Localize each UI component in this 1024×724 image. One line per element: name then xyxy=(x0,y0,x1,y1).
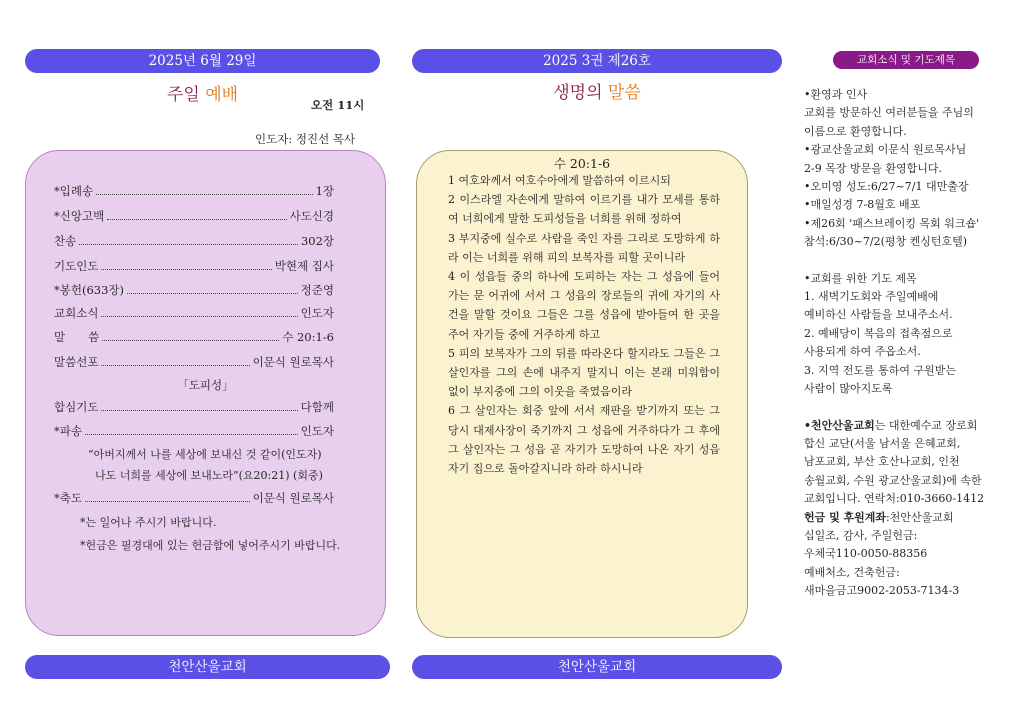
news-line: •광교산울교회 이문식 원로목사님 xyxy=(804,143,967,157)
account-line xyxy=(804,509,1016,527)
church-name-bold: •천안산울교회 xyxy=(804,418,875,432)
service-leader: 인도자: 정진선 목사 xyxy=(255,132,356,146)
order-item-value: 정준영 xyxy=(300,283,334,297)
order-item-value: 박현제 집사 xyxy=(274,259,334,273)
news-line: •제26회 '패스브레이킹 목회 워크숍' xyxy=(804,216,980,230)
worship-order-item xyxy=(54,490,334,506)
standing-note: *는 일어나 주시기 바랍니다. xyxy=(80,516,217,529)
order-item-value: 이문식 원로목사 xyxy=(252,491,334,505)
order-item-value: 1장 xyxy=(315,184,334,198)
about-line: 송월교회, 수원 광교산울교회)에 속한 xyxy=(804,473,982,487)
verse: 5 피의 보복자가 그의 뒤를 따라온다 할지라도 그들은 그 살인자를 그의 손에 내주지 말지니 이는 본래 미워함이 없이 부지중에 그의 이웃을 죽였음이라 xyxy=(448,346,720,399)
prayer-line: 1. 새벽기도회와 주일예배에 xyxy=(804,290,939,304)
account-line: 십일조, 감사, 주일헌금: xyxy=(804,528,918,542)
middle-footer-church: 천안산울교회 xyxy=(412,655,782,679)
order-item-value: 다함께 xyxy=(300,400,334,414)
about-line: 교회입니다. 연락처:010-3660-1412 xyxy=(804,492,985,506)
order-item-name: 말 씀 xyxy=(54,330,100,344)
order-item-name: 말씀선포 xyxy=(54,355,99,369)
worship-order-item xyxy=(54,208,334,224)
verse: 3 부지중에 실수로 사람을 죽인 자를 그리로 도망하게 하라 이는 너희를 위해 피의 보복자를 피할 곳이니라 xyxy=(448,231,720,264)
prayer-line: 2. 예배당이 복음의 접촉점으로 xyxy=(804,326,953,340)
worship-order-item xyxy=(54,399,334,415)
order-item-name: *입례송 xyxy=(54,184,94,198)
account-line: 예배처소, 건축헌금: xyxy=(804,565,900,579)
order-item-value: 302장 xyxy=(300,234,334,248)
order-item-name: *봉헌(633장) xyxy=(54,283,124,297)
order-item-value: 이문식 원로목사 xyxy=(252,355,334,369)
order-item-value: 인도자 xyxy=(300,424,334,438)
order-item-name: *축도 xyxy=(54,491,82,505)
right-header-news: 교회소식 및 기도제목 xyxy=(833,51,979,69)
news-line: 이름으로 환영합니다. xyxy=(804,124,907,138)
verse: 6 그 살인자는 회중 앞에 서서 재판을 받기까지 또는 그 당시 대제사장이 죽기까지 그 성읍에 거주하다가 그 후에 그 살인자는 그 성읍 곧 자기가 도망하여 나온 자기 성읍 자기 집으로 돌아갈지니라 하라 하시니라 xyxy=(448,404,720,476)
sermon-title: 「도피성」 xyxy=(177,378,234,392)
order-item-name: 기도인도 xyxy=(54,259,99,273)
order-item-value: 인도자 xyxy=(300,306,334,320)
left-header-date: 2025년 6월 29일 xyxy=(25,49,380,73)
worship-order-item xyxy=(54,354,334,370)
news-line: 교회를 방문하신 여러분들을 주님의 xyxy=(804,106,974,120)
news-line: •매일성경 7-8월호 배포 xyxy=(804,198,921,212)
news-line: •오미영 성도:6/27~7/1 대만출장 xyxy=(804,180,969,194)
scripture-text xyxy=(448,171,720,478)
order-item-value: 사도신경 xyxy=(289,209,334,223)
sending-quote-line-1: “아버지께서 나를 세상에 보내신 것 같이(인도자) xyxy=(88,448,322,461)
middle-header-issue: 2025 3권 제26호 xyxy=(412,49,782,73)
middle-title-part-a: 생명의 xyxy=(553,83,603,103)
order-item-name: *신앙고백 xyxy=(54,209,105,223)
worship-order-item xyxy=(54,258,334,274)
order-item-value: 수 20:1-6 xyxy=(282,330,334,344)
worship-order-item xyxy=(54,423,334,439)
sending-quote-line-2: 나도 너희를 세상에 보내노라”(요20:21) (회중) xyxy=(95,469,323,482)
left-title-part-b: 예배 xyxy=(205,85,239,105)
prayer-line: 사람이 많아지도록 xyxy=(804,382,893,396)
order-item-name: 찬송 xyxy=(54,234,77,248)
left-footer-church: 천안산울교회 xyxy=(25,655,390,679)
order-item-name: 교회소식 xyxy=(54,306,99,320)
account-line: 우체국110-0050-88356 xyxy=(804,547,928,561)
news-line: •환영과 인사 xyxy=(804,88,868,101)
worship-order-item xyxy=(54,305,334,321)
news-line: 참석:6/30~7/2(평창 켄싱턴호텔) xyxy=(804,235,968,249)
prayer-line: 예비하신 사람들을 보내주소서. xyxy=(804,308,953,322)
church-news-column xyxy=(804,86,1016,601)
scripture-reference: 수 20:1-6 xyxy=(553,156,611,171)
account-line: 새마을금고9002-2053-7134-3 xyxy=(804,584,960,598)
about-line: 남포교회, 부산 호산나교회, 인천 xyxy=(804,455,960,469)
middle-title-part-b: 말씀 xyxy=(607,83,641,103)
about-line: 합신 교단(서울 남서울 은혜교회, xyxy=(804,436,961,450)
worship-order-item xyxy=(54,329,334,345)
prayer-line: 3. 지역 전도를 통하여 구원받는 xyxy=(804,363,956,377)
order-item-name: 합심기도 xyxy=(54,400,99,414)
worship-order-item xyxy=(54,233,334,249)
prayer-line: •교회를 위한 기도 제목 xyxy=(804,271,917,285)
worship-order-item xyxy=(54,282,334,298)
about-rest: 는 대한예수교 장로회 xyxy=(874,418,978,432)
news-line: 2-9 목장 방문을 환영합니다. xyxy=(804,161,942,175)
account-label-bold: 헌금 및 후원계좌 xyxy=(804,510,887,524)
order-item-name: *파송 xyxy=(54,424,82,438)
service-time: 오전 11시 xyxy=(311,98,365,112)
offering-note: *헌금은 필경대에 있는 헌금함에 넣어주시기 바랍니다. xyxy=(80,539,341,552)
verse: 2 이스라엘 자손에게 말하여 이르기를 내가 모세를 통하여 너희에게 말한 도피성들을 너희를 위해 정하여 xyxy=(448,193,720,226)
prayer-line: 사용되게 하여 주옵소서. xyxy=(804,345,921,359)
verse: 4 이 성읍들 중의 하나에 도피하는 자는 그 성읍에 들어가는 문 어귀에 서서 그 성읍의 장로들의 귀에 자기의 사건을 말할 것이요 그들은 그를 성읍에 받아들여 한 곳을 주어 자기들 중에 거주하게 하고 xyxy=(448,270,720,341)
verse: 1 여호와께서 여호수아에게 말씀하여 이르시되 xyxy=(448,174,671,187)
middle-title xyxy=(412,78,782,103)
account-rest: :천안산울교회 xyxy=(886,510,954,524)
worship-order-item xyxy=(54,183,334,199)
about-line xyxy=(804,417,1016,435)
left-title-part-a: 주일 xyxy=(166,85,200,105)
